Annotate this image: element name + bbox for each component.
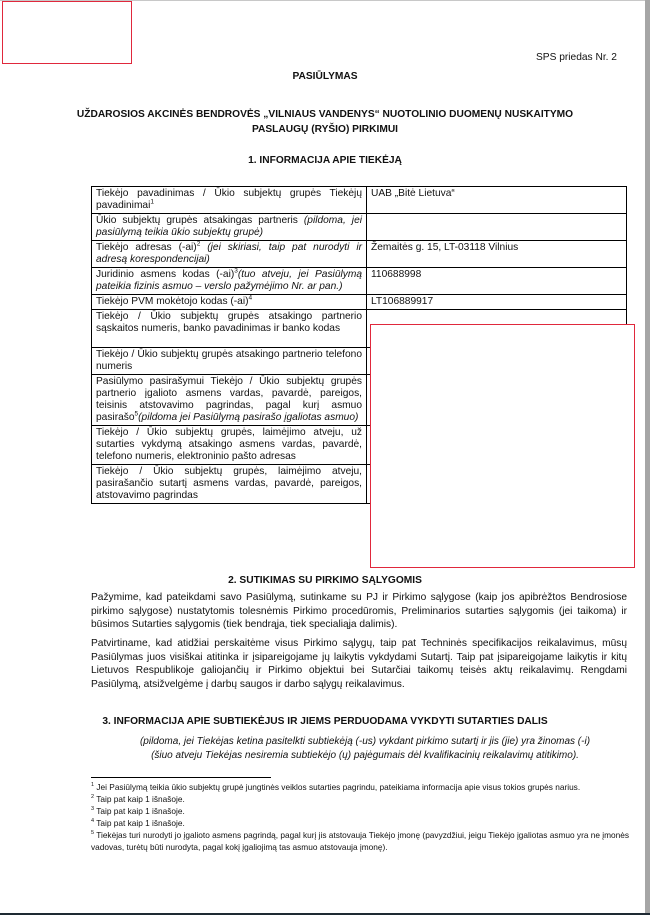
row-label-text: Tiekėjo pavadinimas / Ūkio subjektų grupės Tiekėjų pavadinimai	[96, 188, 362, 211]
row-label-note: (pildoma, jei pasiūlymą teikia ūkio subjektų grupė)	[96, 215, 362, 238]
footnote-number: 1	[91, 782, 95, 789]
row-label-note: (pildoma jei Pasiūlymą pasirašo įgaliotas asmuo)	[138, 412, 359, 423]
table-row	[92, 241, 627, 268]
footnote-number: 5	[91, 830, 95, 837]
redaction-box-logo	[2, 1, 132, 64]
section-2-paragraph-1: Pažymime, kad pateikdami savo Pasiūlymą, sutinkame su PJ ir Pirkimo sąlygose (kaip jos apibrėžtos Bendrosiose pirkimo sąlygose) nustatytomis tolesnėmis Pirkimo procedūromis, Preliminarios sutarties sąlygomis (jei taikoma) ir būsimos Sutarties sąlygomis (tiek bendrąja, tiek specialiąja dalimis).	[91, 592, 627, 631]
row-label-text: Tiekėjo / Ūkio subjektų grupės atsakingo partnerio sąskaitos numeris, banko pavadinimas ir banko kodas	[96, 311, 362, 334]
footnote	[91, 793, 631, 805]
row-label-text: Tiekėjo / Ūkio subjektų grupės, laimėjimo atveju, už sutarties vykdymą atsakingo asmens vardas, pavardė, telefono numeris, elektroninio pašto adresas	[96, 427, 362, 462]
footnote-ref[interactable]: 1	[150, 198, 154, 206]
document-subtitle: UŽDAROSIOS AKCINĖS BENDROVĖS „VILNIAUS VANDENYS“ NUOTOLINIO DUOMENŲ NUSKAITYMO PASLAUGŲ (RYŠIO) PIRKIMUI	[76, 109, 574, 135]
footnote-text: Jei Pasiūlymą teikia ūkio subjektų grupė jungtinės veiklos sutarties pagrindu, pateikiama informacija apie visus tokios grupės narius.	[94, 782, 581, 792]
row-value[interactable]: Žemaitės g. 15, LT-03118 Vilnius	[367, 241, 627, 268]
scrollbar[interactable]	[645, 0, 650, 913]
row-label	[92, 187, 367, 214]
footnote-ref[interactable]: 5	[134, 410, 139, 418]
footnote-text: Taip pat kaip 1 išnašoje.	[94, 794, 185, 804]
row-value[interactable]	[367, 214, 627, 241]
section-1-heading: 1. INFORMACIJA APIE TIEKĖJĄ	[248, 155, 402, 166]
row-label-note: (tuo atveju, jei Pasiūlymą pateikia fizinis asmuo – verslo pažymėjimo Nr. ar pan.)	[96, 269, 362, 292]
row-label-text: Tiekėjo / Ūkio subjektų grupės, laimėjimo atveju, pasirašančio sutartį asmens vardas, pavardė, pareigos, atstovavimo pagrindas	[96, 466, 362, 501]
row-label	[92, 426, 367, 465]
row-label-text: Tiekėjo PVM mokėtojo kodas (-ai)	[96, 296, 249, 307]
row-label-text: Tiekėjo adresas (-ai)	[96, 242, 197, 253]
row-label	[92, 310, 367, 348]
section-3-note-2: (šiuo atveju Tiekėjas nesiremia subtiekėjo (ų) pajėgumais dėl kvalifikacinių reikalavimų atitikimo).	[151, 750, 579, 761]
footnote-separator	[91, 777, 271, 778]
footnote	[91, 805, 631, 817]
footnote-ref[interactable]: 3	[234, 267, 238, 275]
footnote-number: 2	[91, 794, 95, 801]
footnote	[91, 817, 631, 829]
section-3-heading: 3. INFORMACIJA APIE SUBTIEKĖJUS IR JIEMS PERDUODAMA VYKDYTI SUTARTIES DALIS	[102, 716, 548, 727]
row-label	[92, 241, 367, 268]
footnote-text: Taip pat kaip 1 išnašoje.	[94, 818, 185, 828]
row-label-text: Pasiūlymo pasirašymui Tiekėjo / Ūkio subjektų grupės partnerio įgalioto asmens vardas, pavardė, pareigos, teisinis atstovavimo pagrindas, pagal kurį asmuo pasirašo	[96, 376, 362, 423]
row-label-text: Juridinio asmens kodas (-ai)	[96, 269, 235, 280]
row-value[interactable]: UAB „Bitė Lietuva“	[367, 187, 627, 214]
row-label-note: (jei skiriasi, taip pat nurodyti ir adresą korespondencijai)	[96, 242, 362, 265]
section-3-note-1: (pildoma, jei Tiekėjas ketina pasitelkti subtiekėją (-us) vykdant pirkimo sutartį ir jis (jie) yra žinomas (-i)	[139, 736, 591, 747]
footnote	[91, 781, 631, 793]
row-label-text: Tiekėjo / Ūkio subjektų grupės atsakingo partnerio telefono numeris	[96, 349, 362, 372]
table-row	[92, 214, 627, 241]
redaction-box-contact-details	[370, 324, 635, 568]
footnote-number: 3	[91, 806, 95, 813]
table-row	[92, 187, 627, 214]
footnote-text: Taip pat kaip 1 išnašoje.	[94, 806, 185, 816]
row-label	[92, 348, 367, 375]
row-label	[92, 465, 367, 504]
table-row	[92, 295, 627, 310]
section-2-paragraph-2: Patvirtiname, kad atidžiai perskaitėme visus Pirkimo sąlygų, taip pat Techninės specifikacijos reikalavimus, mūsų Pasiūlymas juos visiškai atitinka ir įsipareigojame jų laikytis vykdydami Sutartį. Taip pat įsipareigojame laikytis ir kitų Lietuvos Respublikoje galiojančių ir Pirkimo objektui bei Sutarčiai taikomų teisės aktų reikalavimų. Rengdami Pasiūlymą, atsižvelgėme į darbų saugos ir darbo sąlygų reikalavimus.	[91, 638, 627, 691]
footnote-text: Tiekėjas turi nurodyti jo įgalioto asmens pagrindą, pagal kurį jis atstovauja Tiekėjo įmonę (pavyzdžiui, jeigu Tiekėjo įgaliotas asmuo yra ne įmonės vadovas, turėtų būti nurodyta, pagal kokį įgaliojimą tas asmuo atstovauja įmonę).	[91, 830, 630, 853]
footnote-number: 4	[91, 818, 95, 825]
footnote-ref[interactable]: 2	[196, 240, 201, 248]
row-label-text: Ūkio subjektų grupės atsakingas partneris	[96, 215, 304, 226]
table-row	[92, 268, 627, 295]
document-title: PASIŪLYMAS	[292, 71, 358, 82]
row-value[interactable]: 110688998	[367, 268, 627, 295]
row-label	[92, 375, 367, 426]
footnote-ref[interactable]: 4	[248, 294, 253, 302]
row-label	[92, 268, 367, 295]
row-value[interactable]: LT106889917	[367, 295, 627, 310]
row-label	[92, 214, 367, 241]
footnote	[91, 829, 631, 853]
section-2-heading: 2. SUTIKIMAS SU PIRKIMO SĄLYGOMIS	[228, 575, 422, 586]
annex-label: SPS priedas Nr. 2	[536, 52, 617, 63]
row-label	[92, 295, 367, 310]
